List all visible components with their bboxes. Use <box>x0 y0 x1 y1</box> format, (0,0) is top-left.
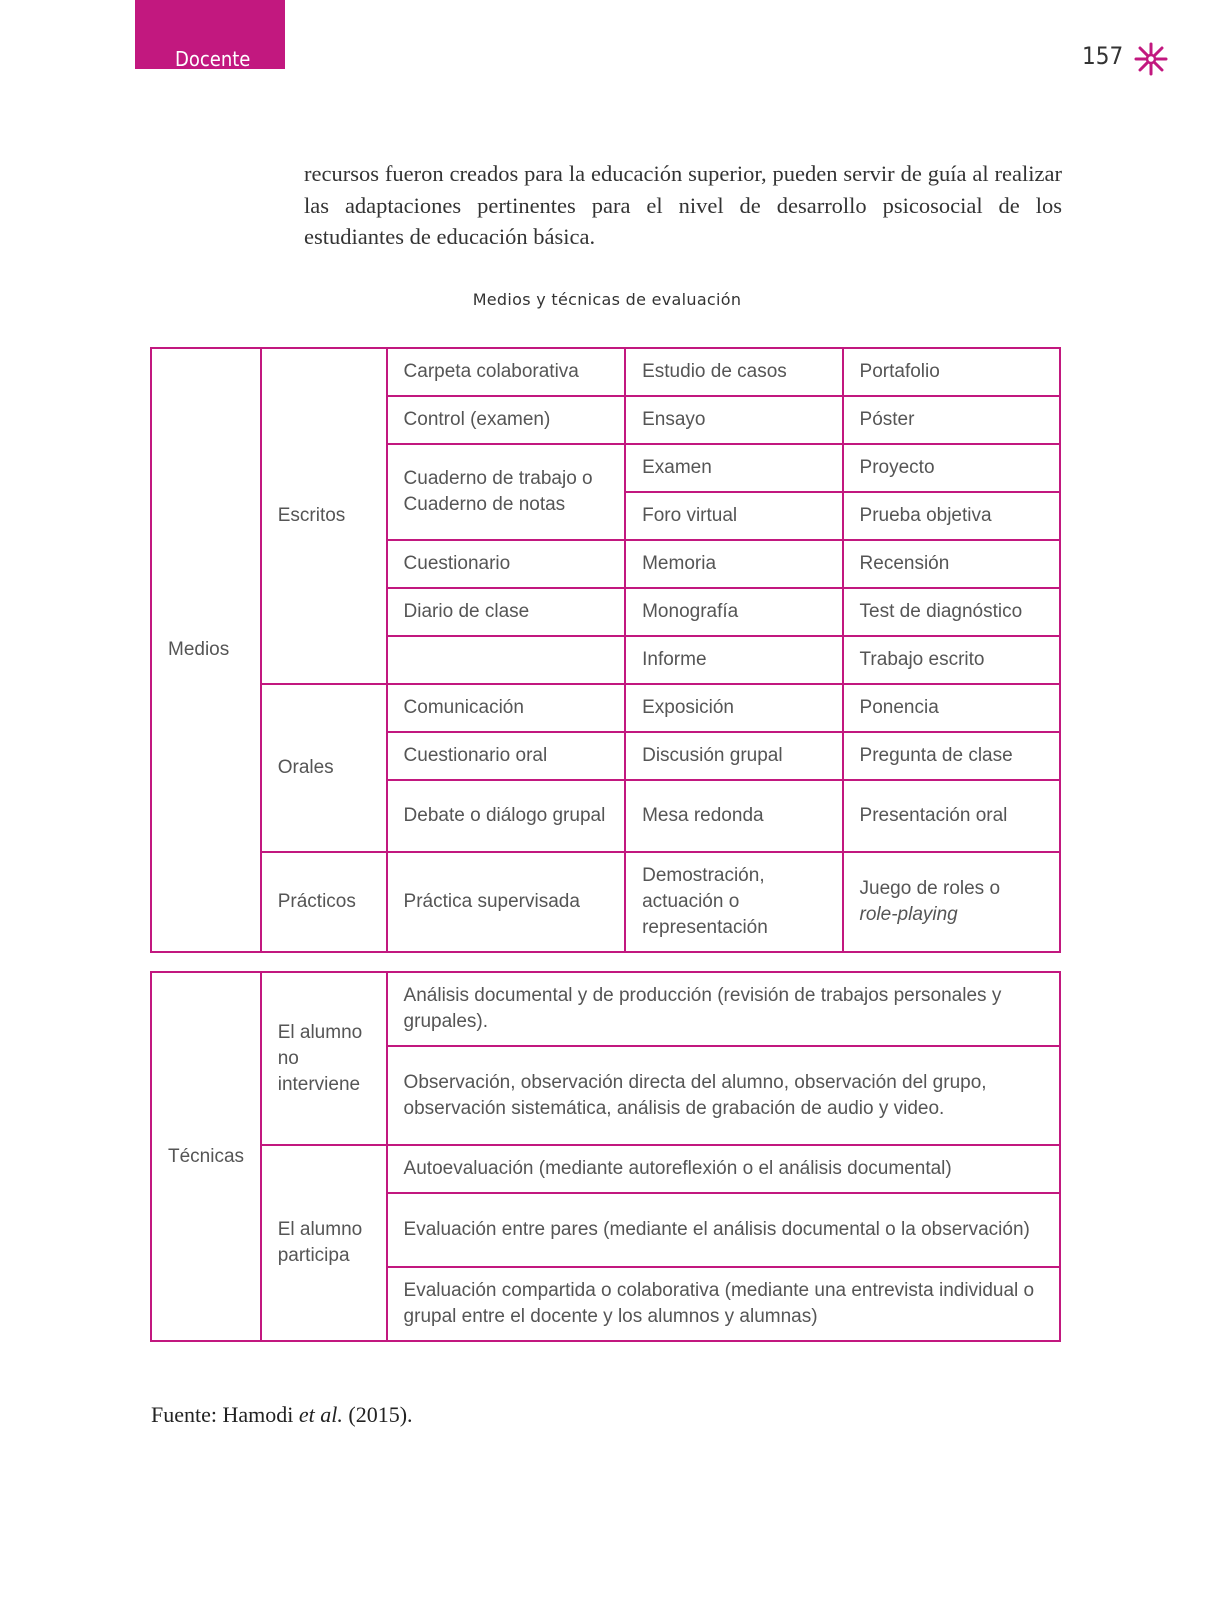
table-cell: Control (examen) <box>387 396 626 444</box>
source-italic: et al. <box>298 1402 343 1427</box>
table-cell: Portafolio <box>843 348 1060 396</box>
table-cell: Mesa redonda <box>625 780 842 852</box>
asterisk-icon <box>1133 41 1169 77</box>
table-cell: Carpeta colaborativa <box>387 348 626 396</box>
table-cell: Memoria <box>625 540 842 588</box>
source-prefix: Fuente: Hamodi <box>151 1402 299 1427</box>
table-cell: Autoevaluación (mediante autoreflexión o el análisis documental) <box>387 1145 1060 1193</box>
table-cell: Evaluación compartida o colaborativa (mediante una entrevista individual o grupal entre el docente y los alumnos y alumnas) <box>387 1267 1060 1341</box>
table-cell: Cuaderno de trabajo o Cuaderno de notas <box>387 444 626 540</box>
table-cell: Exposición <box>625 684 842 732</box>
techniques-table <box>150 971 1061 1342</box>
table-cell: Foro virtual <box>625 492 842 540</box>
source-suffix: (2015). <box>342 1402 413 1427</box>
section-tab <box>135 0 285 69</box>
table-cell: Evaluación entre pares (mediante el análisis documental o la observación) <box>387 1193 1060 1267</box>
table-cell: Cuestionario <box>387 540 626 588</box>
table-cell: Informe <box>625 636 842 684</box>
table-cell: Cuestionario oral <box>387 732 626 780</box>
cell-text: Juego de roles o <box>859 878 1001 899</box>
subcategory-orales: Orales <box>261 684 387 852</box>
subcategory-participa: El alumno participa <box>261 1145 387 1341</box>
source-citation <box>151 1402 413 1428</box>
table-cell: Práctica supervisada <box>387 852 626 952</box>
table-cell: Ensayo <box>625 396 842 444</box>
table-cell: Examen <box>625 444 842 492</box>
intro-paragraph: recursos fueron creados para la educación superior, pueden servir de guía al realizar las adaptaciones pertinentes para el nivel de desarrollo psicosocial de los estudiantes de educación básica. <box>304 161 1062 249</box>
table-cell: Análisis documental y de producción (revisión de trabajos personales y grupales). <box>387 972 1060 1046</box>
table-cell: Diario de clase <box>387 588 626 636</box>
table-cell: Comunicación <box>387 684 626 732</box>
subcategory-practicos: Prácticos <box>261 852 387 952</box>
table-cell: Pregunta de clase <box>843 732 1060 780</box>
table-cell-empty <box>387 636 626 684</box>
page-number: 157 <box>1082 42 1124 70</box>
table-cell: Póster <box>843 396 1060 444</box>
table-cell: Estudio de casos <box>625 348 842 396</box>
table-cell: Debate o diálogo grupal <box>387 780 626 852</box>
table-cell: Monografía <box>625 588 842 636</box>
table-cell: Prueba objetiva <box>843 492 1060 540</box>
cell-text-italic: role-playing <box>859 904 958 925</box>
section-label: Docente <box>175 47 251 71</box>
table-cell: Trabajo escrito <box>843 636 1060 684</box>
table-cell: Proyecto <box>843 444 1060 492</box>
table-cell: Discusión grupal <box>625 732 842 780</box>
subcategory-escritos: Escritos <box>261 348 387 684</box>
table-cell: Demostración, actuación o representación <box>625 852 842 952</box>
category-tecnicas: Técnicas <box>151 972 261 1341</box>
table-caption: Medios y técnicas de evaluación <box>472 290 742 309</box>
table-cell: Test de diagnóstico <box>843 588 1060 636</box>
table-cell: Recensión <box>843 540 1060 588</box>
table-cell: Observación, observación directa del alumno, observación del grupo, observación sistemática, análisis de grabación de audio y video. <box>387 1046 1060 1145</box>
category-medios: Medios <box>151 348 261 952</box>
table-cell: Ponencia <box>843 684 1060 732</box>
subcategory-no-interviene: El alumno no interviene <box>261 972 387 1145</box>
table-cell: Presentación oral <box>843 780 1060 852</box>
table-cell <box>843 852 1060 952</box>
evaluation-table <box>150 347 1061 953</box>
